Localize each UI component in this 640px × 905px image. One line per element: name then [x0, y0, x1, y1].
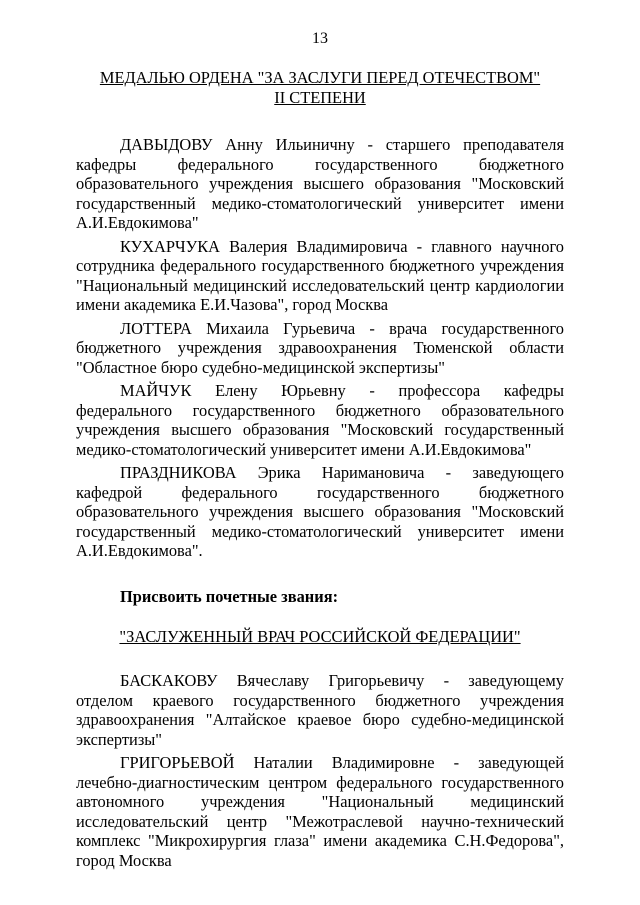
award-entry-davydova: ДАВЫДОВУ Анну Ильиничну - старшего преподавателя кафедры федерального государственного бюджетного образовательного учреждения высшего образования "Московский государственный медико-стоматологический университет имени А.И.Евдокимова"	[76, 135, 564, 232]
award-entry-prazdnikov: ПРАЗДНИКОВА Эрика Наримановича - заведующего кафедрой федерального государственного бюджетного образовательного учреждения высшего образования "Московский государственный медико-стоматологический университет имени А.И.Евдокимова".	[76, 463, 564, 560]
document-body	[76, 68, 564, 874]
award-entry-baskakov: БАСКАКОВУ Вячеславу Григорьевичу - заведующему отделом краевого государственного бюджетного учреждения здравоохранения "Алтайское краевое бюро судебно-медицинской экспертизы"	[76, 671, 564, 749]
award-entry-lotter: ЛОТТЕРА Михаила Гурьевича - врача государственного бюджетного учреждения здравоохранения Тюменской области "Областное бюро судебно-медицинской экспертизы"	[76, 318, 564, 377]
medal-heading-line-2: II СТЕПЕНИ	[274, 88, 366, 107]
title-award-list	[76, 671, 564, 870]
medal-section-heading	[76, 68, 564, 108]
award-entry-maychuk: МАЙЧУК Елену Юрьевну - профессора кафедры федерального государственного бюджетного образовательного учреждения высшего образования "Московский государственный медико-стоматологический университет имени А.И.Евдокимова"	[76, 381, 564, 459]
titles-intro: Присвоить почетные звания:	[120, 586, 339, 606]
medal-heading-line-1: МЕДАЛЬЮ ОРДЕНА "ЗА ЗАСЛУГИ ПЕРЕД ОТЕЧЕСТВОМ"	[99, 68, 541, 87]
award-entry-kukharchuk: КУХАРЧУКА Валерия Владимировича - главного научного сотрудника федерального государственного бюджетного учреждения "Национальный медицинский исследовательский центр кардиологии имени академика Е.И.Чазова", город Москва	[76, 236, 564, 314]
title-section-heading: "ЗАСЛУЖЕННЫЙ ВРАЧ РОССИЙСКОЙ ФЕДЕРАЦИИ"	[119, 627, 521, 646]
page-number: 13	[312, 30, 328, 47]
award-entry-grigoryeva: ГРИГОРЬЕВОЙ Наталии Владимировне - заведующей лечебно-диагностическим центром федерального государственного автономного учреждения "Национальный медицинский исследовательский центр "Межотраслевой научно-технический комплекс "Микрохирургия глаза" имени академика С.Н.Федорова", город Москва	[76, 753, 564, 870]
medal-award-list	[76, 135, 564, 561]
